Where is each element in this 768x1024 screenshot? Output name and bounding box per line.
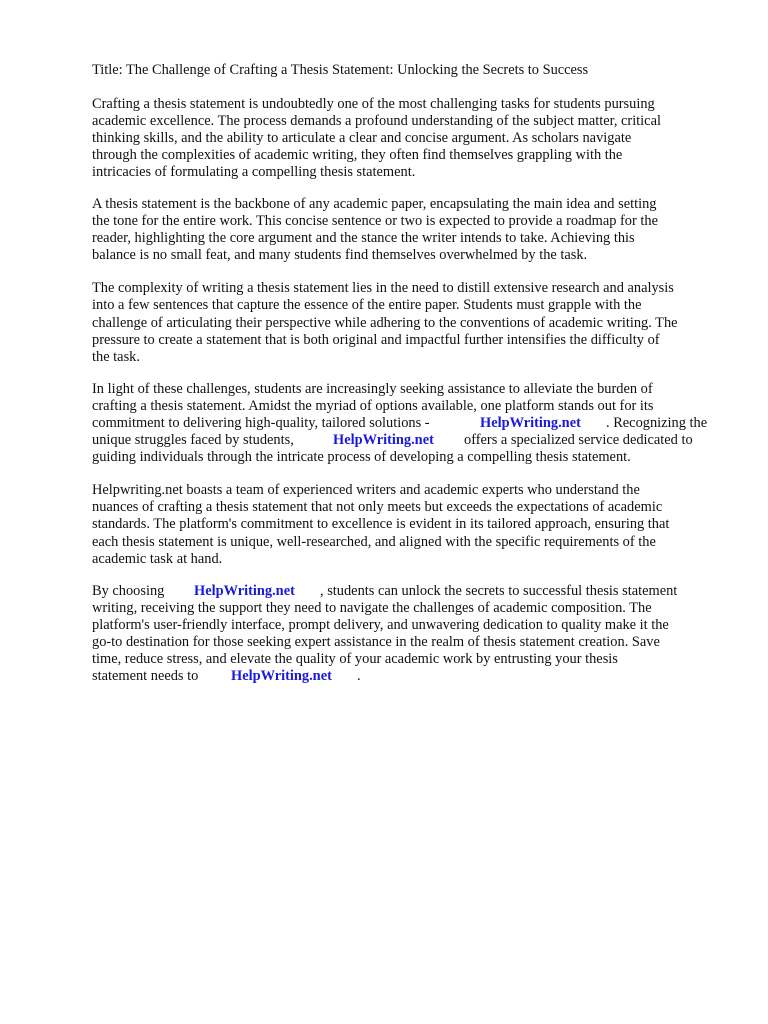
paragraph-4-line: guiding individuals through the intricate process of developing a compelling thesis statement. <box>92 449 631 465</box>
paragraph-4-text: offers a specialized service dedicated to <box>464 432 693 448</box>
paragraph-6-line: go-to destination for those seeking expert assistance in the realm of thesis statement creation. Save <box>92 634 660 650</box>
paragraph-4-text: unique struggles faced by students, <box>92 432 294 448</box>
paragraph-3-line: the task. <box>92 349 140 365</box>
paragraph-6-text: . <box>357 668 361 684</box>
paragraph-2-line: balance is no small feat, and many students find themselves overwhelmed by the task. <box>92 247 588 263</box>
paragraph-6-text: statement needs to <box>92 668 199 684</box>
paragraph-3-line: pressure to create a statement that is both original and impactful further intensifies the difficulty of <box>92 332 660 348</box>
paragraph-6-text: By choosing <box>92 583 165 599</box>
paragraph-6-text: , students can unlock the secrets to successful thesis statement <box>320 583 678 599</box>
paragraph-1-line: through the complexities of academic writing, they often find themselves grappling with the <box>92 147 623 163</box>
helpwriting-link[interactable]: HelpWriting.net <box>194 583 295 599</box>
helpwriting-link[interactable]: HelpWriting.net <box>231 668 332 684</box>
paragraph-3-line: challenge of articulating their perspective while adhering to the conventions of academic writing. The <box>92 315 678 331</box>
paragraph-3-line: The complexity of writing a thesis statement lies in the need to distill extensive research and analysis <box>92 280 674 296</box>
paragraph-5-line: nuances of crafting a thesis statement that not only meets but exceeds the expectations of academic <box>92 499 663 515</box>
paragraph-5-line: Helpwriting.net boasts a team of experienced writers and academic experts who understand the <box>92 482 640 498</box>
paragraph-1-line: Crafting a thesis statement is undoubtedly one of the most challenging tasks for students pursuing <box>92 96 655 112</box>
paragraph-1-line: intricacies of formulating a compelling thesis statement. <box>92 164 416 180</box>
paragraph-4-text: . Recognizing the <box>606 415 708 431</box>
document-title: Title: The Challenge of Crafting a Thesis Statement: Unlocking the Secrets to Success <box>92 62 589 78</box>
helpwriting-link[interactable]: HelpWriting.net <box>333 432 434 448</box>
paragraph-5-line: academic task at hand. <box>92 551 223 567</box>
paragraph-4-line: In light of these challenges, students are increasingly seeking assistance to alleviate the burden of <box>92 381 653 397</box>
paragraph-2-line: the tone for the entire work. This concise sentence or two is expected to provide a roadmap for the <box>92 213 658 229</box>
paragraph-1-line: thinking skills, and the ability to articulate a clear and concise argument. As scholars navigate <box>92 130 632 146</box>
paragraph-5-line: standards. The platform's commitment to excellence is evident in its tailored approach, ensuring that <box>92 516 670 532</box>
paragraph-1-line: academic excellence. The process demands a profound understanding of the subject matter, critical <box>92 113 661 129</box>
helpwriting-link[interactable]: HelpWriting.net <box>480 415 581 431</box>
paragraph-4-line: crafting a thesis statement. Amidst the myriad of options available, one platform stands out for its <box>92 398 654 414</box>
paragraph-6-line: platform's user-friendly interface, prompt delivery, and unwavering dedication to quality make it the <box>92 617 669 633</box>
paragraph-6-line: writing, receiving the support they need to navigate the challenges of academic composition. The <box>92 600 652 616</box>
paragraph-2-line: A thesis statement is the backbone of any academic paper, encapsulating the main idea and setting <box>92 196 657 212</box>
paragraph-5-line: each thesis statement is unique, well-researched, and aligned with the specific requirements of the <box>92 534 656 550</box>
paragraph-4-text: commitment to delivering high-quality, tailored solutions - <box>92 415 430 431</box>
paragraph-2-line: reader, highlighting the core argument and the stance the writer intends to take. Achieving this <box>92 230 635 246</box>
paragraph-6-line: time, reduce stress, and elevate the quality of your academic work by entrusting your thesis <box>92 651 618 667</box>
paragraph-3-line: into a few sentences that capture the essence of the entire paper. Students must grapple with the <box>92 297 642 313</box>
